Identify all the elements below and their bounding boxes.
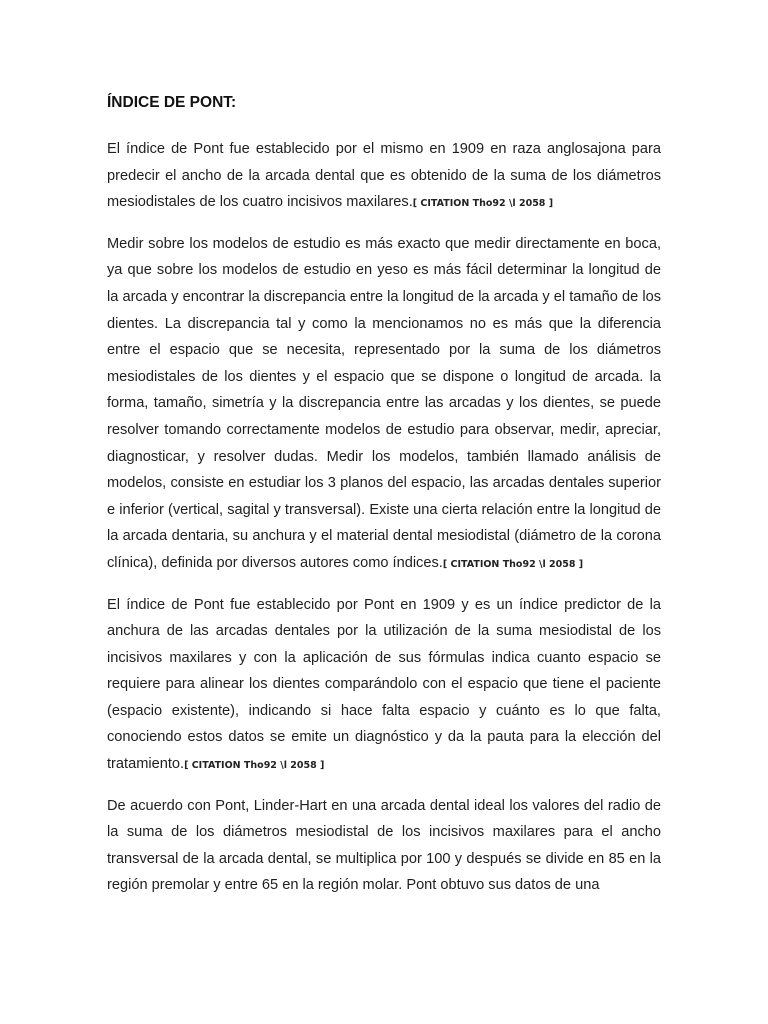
paragraph-4: [107, 793, 661, 899]
document-title: ÍNDICE DE PONT:: [107, 94, 237, 111]
paragraph-1: [107, 136, 661, 218]
paragraph-3: [107, 592, 661, 780]
paragraph-text: De acuerdo con Pont, Linder-Hart en una arcada dental ideal los valores del radio de la suma de los diámetros mesiodistal de los incisivos maxilares para el ancho transversal de la arcada dental, se multiplica por 100 y después se divide en 85 en la región premolar y entre 65 en la región molar. Pont obtuvo sus datos de una: [107, 797, 661, 894]
document-page: [107, 90, 661, 912]
paragraph-text: Medir sobre los modelos de estudio es más exacto que medir directamente en boca, ya que sobre los modelos de estudio en yeso es más fácil determinar la longitud de la arcada y encontrar la discrepancia entre la longitud de la arcada y el tamaño de los dientes. La discrepancia tal y como la mencionamos no es más que la diferencia entre el espacio que se necesita, representado por la suma de los diámetros mesiodistales de los dientes y el espacio que se dispone o longitud de arcada. la forma, tamaño, simetría y la discrepancia entre las arcadas y los dientes, se puede resolver tomando correctamente modelos de estudio para observar, medir, apreciar, diagnosticar, y resolver dudas. Medir los modelos, también llamado análisis de modelos, consiste en estudiar los 3 planos del espacio, las arcadas dentales superior e inferior (vertical, sagital y transversal). Existe una cierta relación entre la longitud de la arcada dentaria, su anchura y el material dental mesiodistal (diámetro de la corona clínica), definida por diversos autores como índices.: [107, 235, 661, 571]
citation-field: [ CITATION Tho92 \l 2058 ]: [412, 198, 554, 210]
paragraph-text: El índice de Pont fue establecido por el mismo en 1909 en raza anglosajona para predecir el ancho de la arcada dental que es obtenido de la suma de los diámetros mesiodistales de los cuatro incisivos maxilares.: [107, 141, 661, 211]
paragraph-text: El índice de Pont fue establecido por Pont en 1909 y es un índice predictor de la anchura de las arcadas dentales por la utilización de la suma mesiodistal de los incisivos maxilares y con la aplicación de sus fórmulas indica cuanto espacio se requiere para alinear los dientes comparándolo con el espacio que tiene el paciente (espacio existente), indicando si hace falta espacio y cuánto es lo que falta, conociendo estos datos se emite un diagnóstico y da la pauta para la elección del tratamiento.: [107, 596, 661, 773]
citation-field: [ CITATION Tho92 \l 2058 ]: [184, 760, 325, 772]
citation-field: [ CITATION Tho92 \l 2058 ]: [442, 558, 584, 570]
paragraph-2: [107, 231, 661, 579]
